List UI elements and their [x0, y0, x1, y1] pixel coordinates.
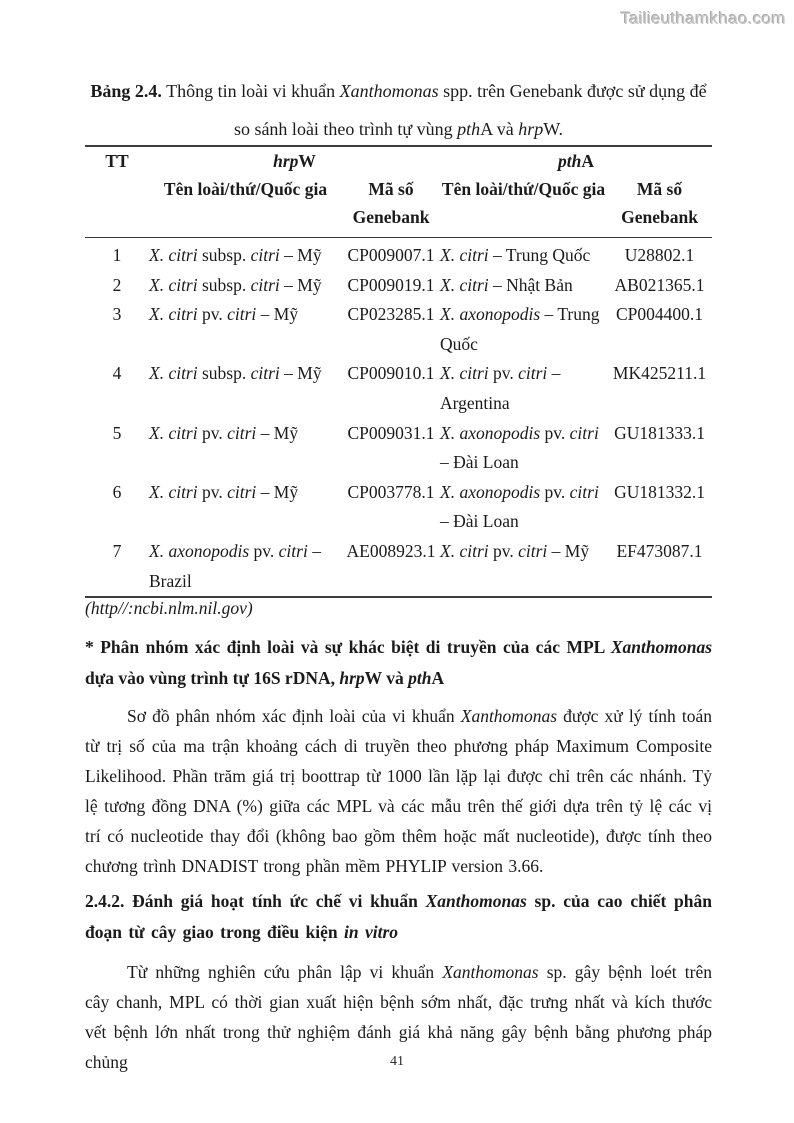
text-run: citri	[518, 540, 548, 561]
text-run: A và	[480, 119, 519, 139]
text-run: – Mỹ	[279, 274, 322, 295]
text-run: – Đài Loan	[440, 452, 519, 473]
row-number	[85, 271, 149, 301]
text-run: pv.	[488, 363, 519, 384]
text-run: 4	[112, 363, 122, 384]
text-run: A	[581, 151, 595, 171]
text-run: CP009007.1	[347, 245, 435, 265]
text-run: X. citri	[440, 274, 489, 295]
text-run: W và	[364, 668, 409, 688]
text-run: sp. của cao chiết phân đoạn từ cây giao trong điều kiện	[85, 891, 712, 942]
text-run: X. citri	[440, 363, 489, 384]
text-run: pv.	[249, 540, 279, 561]
table-row	[85, 238, 712, 271]
text-run: – Mỹ	[256, 481, 299, 502]
text-run: 2	[112, 274, 122, 295]
text-run: spp. trên Genebank được sử dụng để	[438, 81, 707, 101]
text-run: X. axonopodis	[440, 481, 541, 502]
text-run: AB021365.1	[614, 274, 705, 295]
text-run: – Mỹ	[279, 363, 322, 384]
ptha-species-cell	[440, 359, 607, 418]
text-run: X. citri	[149, 274, 198, 295]
text-run: CP009031.1	[347, 422, 435, 443]
text-run: Từ những nghiên cứu phân lập vi khuẩn	[127, 962, 443, 982]
text-run: AE008923.1	[346, 540, 436, 561]
text-run: Xanthomonas	[339, 81, 439, 101]
text-run: 7	[112, 540, 122, 561]
ptha-accession-cell	[607, 359, 712, 418]
hrpw-accession-cell	[342, 537, 440, 597]
text-run: citri	[227, 422, 257, 443]
text-run: X. axonopodis	[440, 304, 541, 325]
ptha-accession-cell	[607, 419, 712, 478]
hrpw-species-cell	[149, 537, 342, 597]
text-run: Xanthomonas	[460, 706, 557, 726]
genebank-table	[85, 145, 712, 598]
subheading-phan-nhom	[85, 632, 712, 694]
text-run: citri	[227, 304, 257, 325]
header-ptha-group	[440, 146, 712, 175]
text-run: hrp	[339, 668, 365, 688]
ptha-species-cell	[440, 271, 607, 301]
table-header	[85, 146, 712, 238]
text-run: Thông tin loài vi khuẩn	[161, 81, 340, 101]
table-row	[85, 537, 712, 597]
text-run: X. citri	[149, 363, 198, 384]
text-run: A	[431, 668, 445, 688]
text-run: Xanthomonas	[425, 891, 527, 911]
text-run: Xanthomonas	[610, 637, 712, 657]
hrpw-species-cell	[149, 300, 342, 359]
text-run: GU181332.1	[614, 481, 705, 502]
table-caption-line-2	[85, 110, 712, 148]
text-run: – Mỹ	[256, 422, 299, 443]
table-body	[85, 238, 712, 598]
text-run: 1	[112, 245, 122, 265]
text-run: pv.	[488, 540, 519, 561]
header-tt: TT	[105, 151, 129, 171]
text-run: pth	[457, 119, 481, 139]
text-run: citri	[518, 363, 548, 384]
text-run: – Mỹ	[547, 540, 590, 561]
table-row	[85, 271, 712, 301]
hrpw-species-cell	[149, 359, 342, 418]
text-run: Sơ đồ phân nhóm xác định loài của vi khuẩn	[127, 706, 461, 726]
header-hrpw-accession: Mã số Genebank	[352, 179, 430, 227]
header-empty	[85, 175, 149, 238]
row-number	[85, 238, 149, 271]
text-run: hrp	[273, 151, 299, 171]
text-run: X. citri	[149, 422, 198, 443]
text-run: X. axonopodis	[149, 540, 250, 561]
ptha-accession-cell	[607, 478, 712, 537]
text-run: EF473087.1	[616, 540, 703, 561]
text-run: citri	[227, 481, 257, 502]
text-run: – Trung Quốc	[488, 245, 591, 265]
header-ptha-accession: Mã số Genebank	[621, 179, 698, 227]
table-source-note	[85, 593, 712, 623]
ptha-species-cell	[440, 537, 607, 597]
text-run: được xử lý tính toán từ trị số của ma trận khoảng cách di truyền theo phương pháp Maximum Composite Likelihood. Phần trăm giá trị boottrap từ 1000 lần lặp lại được chỉ trên các nhánh. Tỷ lệ tương đồng DNA (%) giữa các MPL và các mẫu trên thế giới dựa trên tỷ lệ các vị trí có nucleotide thay đổi (không bao gồm thêm hoặc mất nucleotide), được tính theo chương trình DNADIST trong phần mềm PHYLIP version 3.66.	[85, 706, 712, 876]
text-run: Xanthomonas	[442, 962, 539, 982]
text-run: X. citri	[440, 245, 489, 265]
text-run: pv.	[540, 481, 570, 502]
text-run: subsp.	[197, 363, 251, 384]
text-run: – Nhật Bản	[488, 274, 573, 295]
text-run: – Brazil	[149, 540, 321, 591]
text-run: subsp.	[197, 245, 251, 265]
hrpw-accession-cell	[342, 478, 440, 537]
hrpw-species-cell	[149, 271, 342, 301]
text-run: subsp.	[197, 274, 251, 295]
hrpw-accession-cell	[342, 271, 440, 301]
section-heading-2-4-2	[85, 886, 712, 948]
text-run: pv.	[197, 422, 228, 443]
text-run: citri	[569, 422, 599, 443]
text-run: – Trung Quốc	[440, 304, 600, 354]
table-caption-line-1	[85, 72, 712, 110]
text-run: (http//:ncbi.nlm.nil.gov)	[85, 598, 253, 618]
text-run: X. citri	[149, 481, 198, 502]
text-run: pv.	[197, 304, 228, 325]
table-header-group-row	[85, 146, 712, 175]
hrpw-accession-cell	[342, 238, 440, 271]
text-run: X. citri	[149, 245, 198, 265]
text-run: dựa vào vùng trình tự 16S rDNA,	[85, 668, 340, 688]
header-ptha-species: Tên loài/thứ/Quốc gia	[441, 179, 606, 199]
text-run: – Argentina	[440, 363, 561, 413]
table-row	[85, 300, 712, 359]
hrpw-accession-cell	[342, 359, 440, 418]
table-subheader-row	[85, 175, 712, 238]
ptha-accession-cell	[607, 300, 712, 359]
hrpw-accession-cell	[342, 419, 440, 478]
text-run: CP009019.1	[347, 274, 435, 295]
hrpw-species-cell	[149, 419, 342, 478]
text-run: citri	[278, 540, 308, 561]
text-run: citri	[250, 363, 280, 384]
header-hrpw-species: Tên loài/thứ/Quốc gia	[163, 179, 328, 199]
hrpw-species-cell	[149, 238, 342, 271]
text-run: pv.	[540, 422, 570, 443]
text-run: – Mỹ	[256, 304, 299, 325]
row-number	[85, 300, 149, 359]
text-run: hrp	[518, 119, 544, 139]
row-number	[85, 419, 149, 478]
ptha-accession-cell	[607, 537, 712, 597]
row-number	[85, 537, 149, 597]
table-row	[85, 478, 712, 537]
text-run: CP004400.1	[616, 304, 704, 325]
text-run: – Đài Loan	[440, 511, 519, 532]
hrpw-accession-cell	[342, 300, 440, 359]
text-run: – Mỹ	[279, 245, 322, 265]
text-run: pth	[408, 668, 432, 688]
ptha-species-cell	[440, 419, 607, 478]
text-run: 6	[112, 481, 122, 502]
text-run: Bảng 2.4.	[90, 81, 162, 101]
text-run: 2.4.2. Đánh giá hoạt tính ức chế vi khuẩn	[85, 891, 426, 911]
header-hrpw-group	[149, 146, 440, 175]
text-run: W.	[543, 119, 564, 139]
paragraph-phylogeny-method	[85, 701, 712, 881]
text-run: W	[298, 151, 316, 171]
ptha-species-cell	[440, 300, 607, 359]
text-run: citri	[569, 481, 599, 502]
row-number	[85, 359, 149, 418]
watermark: Tailieuthamkhao.com	[620, 9, 786, 28]
hrpw-species-cell	[149, 478, 342, 537]
text-run: MK425211.1	[612, 363, 707, 384]
text-run: X. citri	[149, 304, 198, 325]
ptha-accession-cell	[607, 238, 712, 271]
text-run: citri	[250, 274, 280, 295]
row-number	[85, 478, 149, 537]
ptha-species-cell	[440, 478, 607, 537]
text-run: pth	[558, 151, 582, 171]
text-run: so sánh loài theo trình tự vùng	[233, 119, 458, 139]
table-row	[85, 419, 712, 478]
text-run: GU181333.1	[614, 422, 705, 443]
text-run: X. axonopodis	[440, 422, 541, 443]
text-run: in vitro	[344, 922, 399, 942]
ptha-accession-cell	[607, 271, 712, 301]
page-number: 41	[390, 1054, 404, 1069]
ptha-species-cell	[440, 238, 607, 271]
text-run: CP003778.1	[347, 481, 435, 502]
text-run: 5	[112, 422, 122, 443]
text-run: * Phân nhóm xác định loài và sự khác biệt di truyền của các MPL	[85, 637, 611, 657]
text-run: citri	[250, 245, 280, 265]
text-run: pv.	[197, 481, 228, 502]
text-run: CP023285.1	[347, 304, 435, 325]
table-caption	[85, 72, 712, 148]
text-run: X. citri	[440, 540, 489, 561]
text-run: U28802.1	[624, 245, 695, 265]
text-run: CP009010.1	[347, 363, 435, 384]
table-row	[85, 359, 712, 418]
text-run: sp. gây bệnh loét trên cây chanh, MPL có thời gian xuất hiện bệnh sớm nhất, đặc trưng nhất và kích thước vết bệnh lớn nhất trong thử nghiệm đánh giá khả năng gây bệnh bằng phương pháp chủng	[85, 962, 713, 1072]
text-run: 3	[112, 304, 122, 325]
